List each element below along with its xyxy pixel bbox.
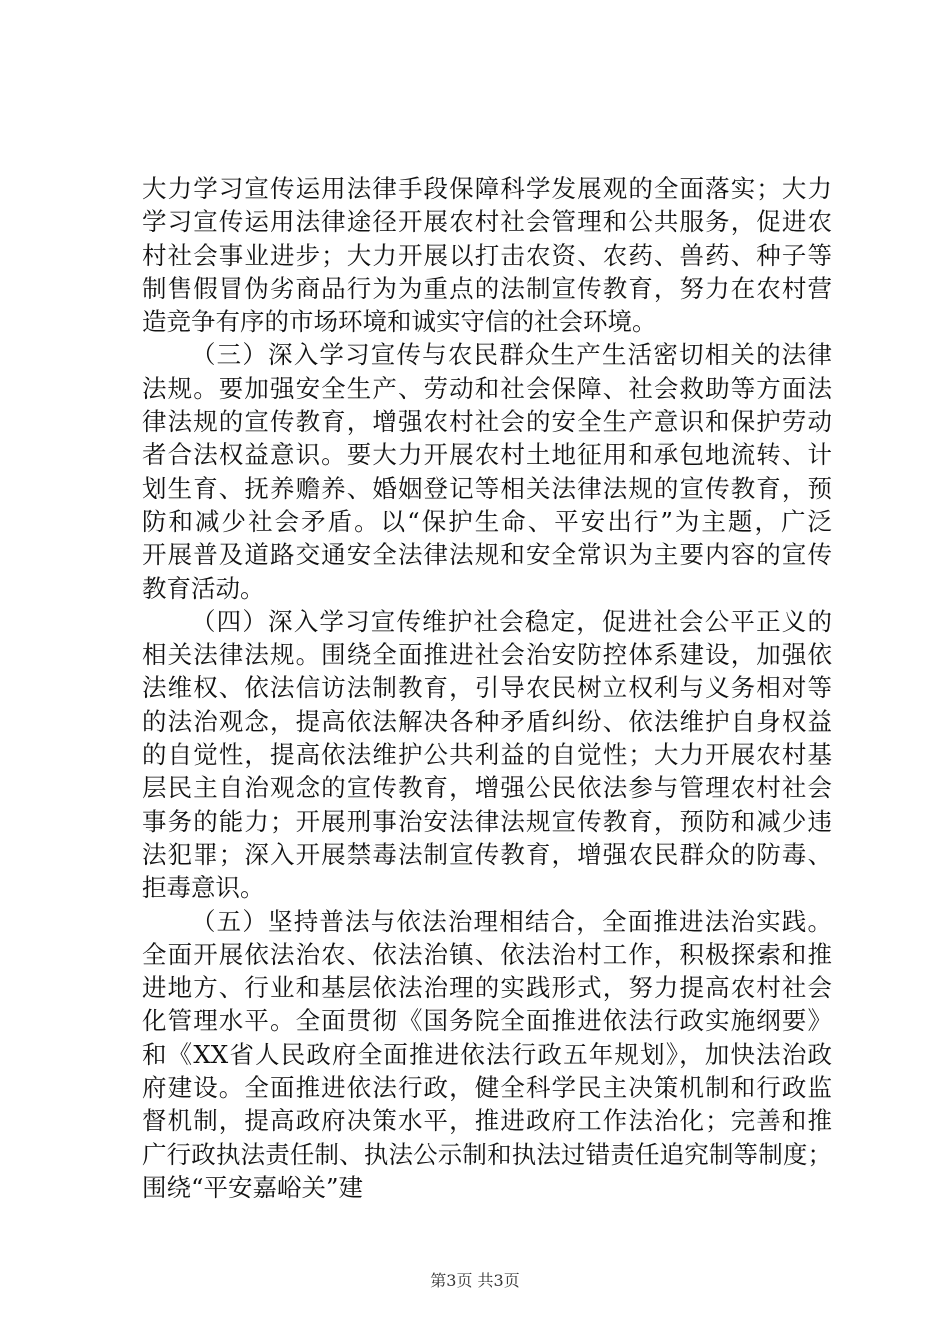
text-line: 制售假冒伪劣商品行为为重点的法制宣传教育，努力在农村营: [142, 273, 832, 303]
text-line: 的自觉性，提高依法维护公共利益的自觉性；大力开展农村基: [142, 740, 832, 770]
text-line: （五）坚持普法与依法治理相结合，全面推进法治实践。: [191, 906, 832, 936]
text-line: 造竞争有序的市场环境和诚实守信的社会环境。: [142, 307, 657, 337]
text-line: （三）深入学习宣传与农民群众生产生活密切相关的法律: [191, 340, 832, 370]
text-line: 村社会事业进步；大力开展以打击农资、农药、兽药、种子等: [142, 240, 832, 270]
text-line: 相关法律法规。围绕全面推进社会治安防控体系建设，加强依: [142, 640, 832, 670]
text-line: 划生育、抚养赡养、婚姻登记等相关法律法规的宣传教育，预: [142, 473, 832, 503]
text-line: 教育活动。: [142, 573, 265, 603]
text-line: 进地方、行业和基层依法治理的实践形式，努力提高农村社会: [142, 973, 832, 1003]
text-line: 层民主自治观念的宣传教育，增强公民依法参与管理农村社会: [142, 773, 832, 803]
text-line: 广行政执法责任制、执法公示制和执法过错责任追究制等制度；: [142, 1139, 832, 1169]
text-line: 者合法权益意识。要大力开展农村土地征用和承包地流转、计: [142, 440, 832, 470]
text-line: （四）深入学习宣传维护社会稳定，促进社会公平正义的: [191, 606, 832, 636]
text-line: 围绕“平安嘉峪关”建: [142, 1172, 364, 1202]
text-line: 大力学习宣传运用法律手段保障科学发展观的全面落实；大力: [142, 174, 832, 203]
text-line: 学习宣传运用法律途径开展农村社会管理和公共服务，促进农: [142, 207, 832, 237]
text-line: 全面开展依法治农、依法治镇、依法治村工作，积极探索和推: [142, 939, 832, 969]
text-line: 化管理水平。全面贯彻《国务院全面推进依法行政实施纲要》: [142, 1006, 832, 1036]
text-line: 法规。要加强安全生产、劳动和社会保障、社会救助等方面法: [142, 373, 832, 403]
text-line: 拒毒意识。: [142, 873, 265, 903]
text-line: 开展普及道路交通安全法律法规和安全常识为主要内容的宣传: [142, 540, 832, 570]
text-line: 法犯罪；深入开展禁毒法制宣传教育，增强农民群众的防毒、: [142, 839, 832, 869]
text-line: 防和减少社会矛盾。以“保护生命、平安出行”为主题，广泛: [142, 506, 832, 536]
text-line: 和《XX省人民政府全面推进依法行政五年规划》，加快法治政: [142, 1039, 832, 1069]
text-line: 督机制，提高政府决策水平，推进政府工作法治化；完善和推: [142, 1106, 832, 1136]
text-line: 的法治观念，提高依法解决各种矛盾纠纷、依法维护自身权益: [142, 706, 832, 736]
text-line: 府建设。全面推进依法行政，健全科学民主决策机制和行政监: [142, 1073, 832, 1103]
page-footer: 第3页 共3页: [430, 1271, 520, 1290]
document-body: [142, 172, 832, 1204]
text-line: 律法规的宣传教育，增强农村社会的安全生产意识和保护劳动: [142, 407, 832, 437]
text-line: 法维权、依法信访法制教育，引导农民树立权利与义务相对等: [142, 673, 832, 703]
text-line: 事务的能力；开展刑事治安法律法规宣传教育，预防和减少违: [142, 806, 832, 836]
